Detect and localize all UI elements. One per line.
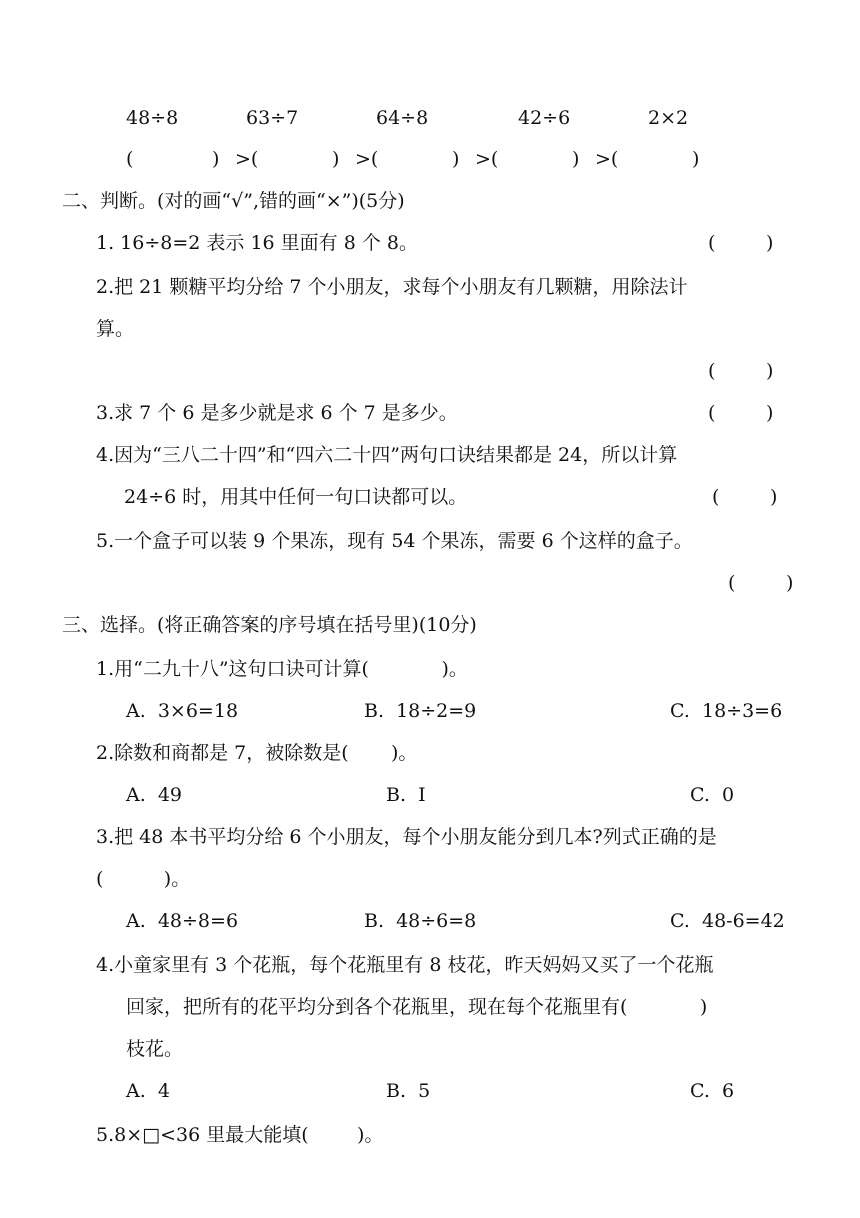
- choice-option-a: A. 4: [126, 1080, 170, 1102]
- answer-paren-open: (: [728, 572, 736, 594]
- compare-blank-close: ): [572, 148, 580, 170]
- answer-paren-open: (: [708, 232, 716, 254]
- answer-paren-open: (: [708, 402, 716, 424]
- compare-blank-close: ): [452, 148, 460, 170]
- choice-option-c: C. 48-6=42: [670, 910, 785, 932]
- answer-paren-close: ): [766, 360, 774, 382]
- choice-option-b: B. 18÷2=9: [364, 700, 477, 722]
- judge-question-4-line-1: 4.因为“三八二十四”和“四六二十四”两句口诀结果都是 24，所以计算: [96, 444, 678, 466]
- choice-question-3-line-1: 3.把 48 本书平均分给 6 个小朋友，每个小朋友能分到几本?列式正确的是: [96, 826, 717, 848]
- answer-paren-close: ): [786, 572, 794, 594]
- choice-question-4-line-2: 回家，把所有的花平均分到各个花瓶里，现在每个花瓶里有( ): [126, 996, 708, 1018]
- choice-option-b: B. 48÷6=8: [364, 910, 477, 932]
- choice-question-2: 2.除数和商都是 7，被除数是( )。: [96, 742, 418, 764]
- choice-option-a: A. 48÷8=6: [126, 910, 239, 932]
- answer-paren-close: ): [766, 402, 774, 424]
- judge-question-5: 5.一个盒子可以装 9 个果冻，现有 54 个果冻，需要 6 个这样的盒子。: [96, 530, 693, 552]
- choice-question-5: 5.8×□<36 里最大能填( )。: [96, 1124, 384, 1146]
- expr-1: 48÷8: [126, 107, 179, 129]
- answer-paren-open: (: [708, 360, 716, 382]
- compare-blank-open: >(: [355, 148, 379, 170]
- compare-blank-open: >(: [595, 148, 619, 170]
- choice-question-4-line-3: 枝花。: [126, 1038, 184, 1060]
- compare-blank-open: >(: [475, 148, 499, 170]
- judge-question-2-line-1: 2.把 21 颗糖平均分给 7 个小朋友，求每个小朋友有几颗糖，用除法计: [96, 276, 688, 298]
- expr-4: 42÷6: [518, 107, 571, 129]
- choice-option-c: C. 0: [690, 784, 735, 806]
- judge-question-2-line-2: 算。: [96, 318, 135, 340]
- choice-question-1: 1.用“二九十八”这句口诀可计算( )。: [96, 658, 468, 680]
- section-3-heading: 三、选择。(将正确答案的序号填在括号里)(10分): [62, 614, 477, 636]
- judge-question-4-line-2: 24÷6 时，用其中任何一句口诀都可以。: [124, 486, 468, 508]
- expr-5: 2×2: [648, 107, 689, 129]
- judge-question-3: 3.求 7 个 6 是多少就是求 6 个 7 是多少。: [96, 402, 458, 424]
- choice-option-a: A. 49: [126, 784, 183, 806]
- expr-3: 64÷8: [376, 107, 429, 129]
- answer-paren-open: (: [712, 486, 720, 508]
- expr-2: 63÷7: [246, 107, 299, 129]
- choice-option-b: B. I: [386, 784, 426, 806]
- answer-paren-close: ): [770, 486, 778, 508]
- choice-question-3-line-2: ( )。: [96, 868, 191, 890]
- section-2-heading: 二、判断。(对的画“√”,错的画“×”)(5分): [62, 190, 405, 212]
- choice-question-4-line-1: 4.小童家里有 3 个花瓶，每个花瓶里有 8 枝花，昨天妈妈又买了一个花瓶: [96, 954, 714, 976]
- choice-option-a: A. 3×6=18: [126, 700, 239, 722]
- choice-option-c: C. 6: [690, 1080, 735, 1102]
- answer-paren-close: ): [766, 232, 774, 254]
- compare-blank-close: ): [692, 148, 700, 170]
- choice-option-c: C. 18÷3=6: [670, 700, 783, 722]
- choice-option-b: B. 5: [386, 1080, 431, 1102]
- compare-blank-close: ): [332, 148, 340, 170]
- judge-question-1: 1. 16÷8=2 表示 16 里面有 8 个 8。: [96, 232, 418, 254]
- compare-blank-open: >(: [235, 148, 259, 170]
- compare-blank-close: ): [212, 148, 220, 170]
- compare-blank-open: (: [126, 148, 134, 170]
